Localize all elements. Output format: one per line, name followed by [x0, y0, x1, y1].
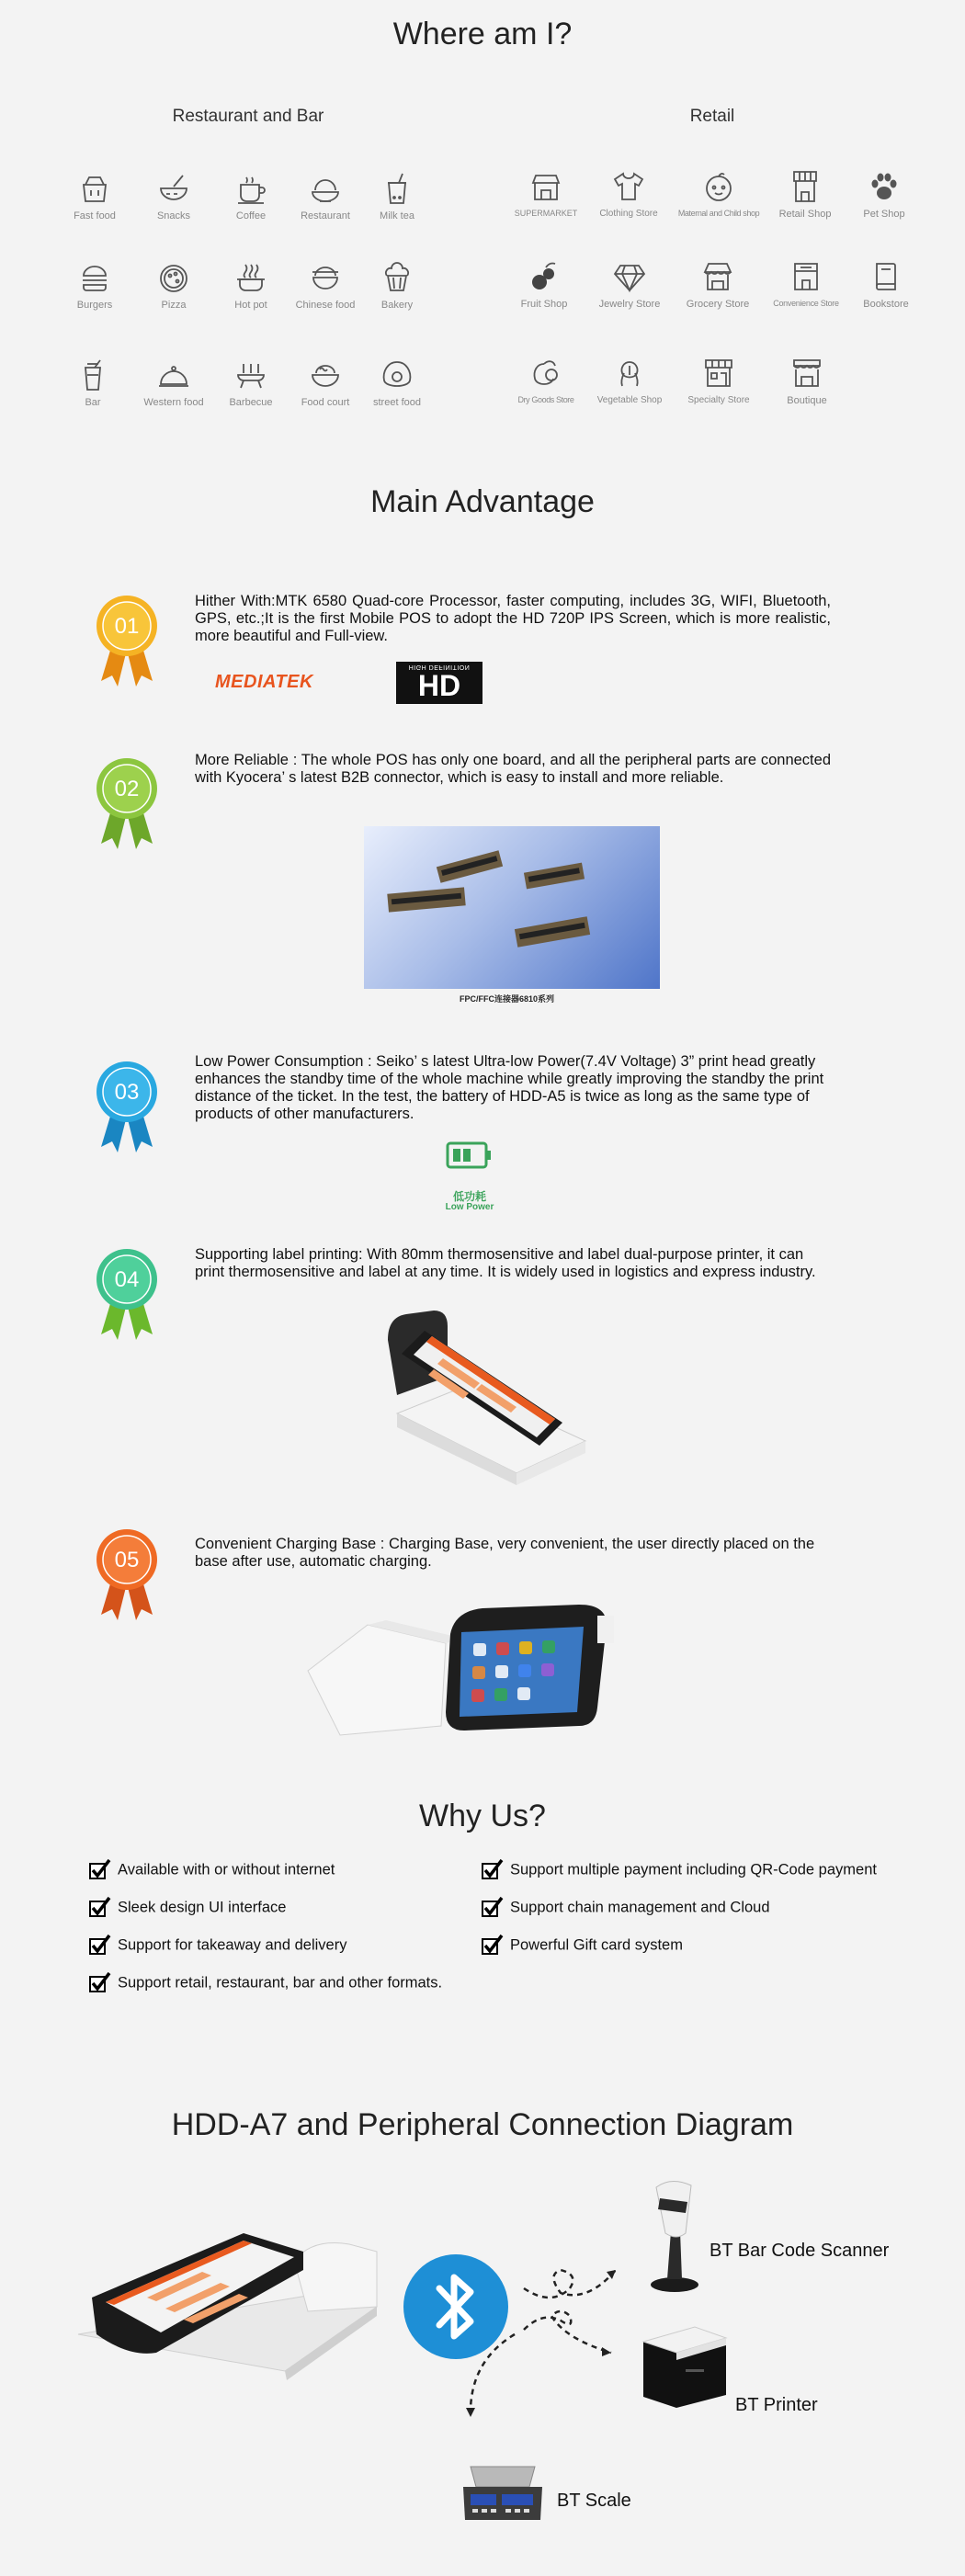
checkbox-checked-icon — [481, 1934, 505, 1958]
category-label: Fast food — [74, 210, 116, 221]
snacks-icon — [155, 170, 192, 207]
bakery-category — [356, 259, 438, 311]
category-label: Fruit Shop — [520, 299, 568, 310]
restaurant-group-title: Restaurant and Bar — [172, 107, 324, 126]
specialty-store-category — [677, 355, 760, 405]
category-label: Maternal and Child shop — [677, 209, 760, 218]
clothing-store-category — [587, 168, 670, 219]
medal-03-icon — [90, 1059, 164, 1160]
vegetable-shop-category — [588, 355, 671, 405]
hot-pot-category — [210, 259, 292, 311]
pizza-icon — [155, 259, 192, 296]
bar-drink-icon — [74, 357, 111, 393]
why-item-formats — [88, 1971, 442, 1995]
why-item-label: Support multiple payment including QR-Code payment — [510, 1861, 877, 1878]
why-item-label: Support for takeaway and delivery — [118, 1936, 347, 1954]
low-power-en: Low Power — [445, 1202, 494, 1212]
arrow-to-printer — [524, 2311, 611, 2353]
category-label: Barbecue — [229, 397, 273, 408]
why-item-giftcard — [481, 1934, 683, 1958]
medal-number: 01 — [114, 614, 140, 639]
why-item-payment — [481, 1858, 877, 1882]
low-power-cn: 低功耗 — [452, 1190, 486, 1203]
category-label: Clothing Store — [599, 209, 658, 219]
barbecue-category — [210, 357, 292, 408]
medal-01-icon — [90, 593, 164, 694]
why-item-label: Available with or without internet — [118, 1861, 335, 1878]
convenience-store-category — [765, 258, 847, 308]
category-label: Pizza — [161, 300, 187, 311]
medal-02-icon — [90, 755, 164, 857]
category-label: Vegetable Shop — [596, 395, 663, 405]
boutique-icon — [789, 355, 825, 392]
boutique-category — [766, 355, 848, 406]
pet-shop-category — [843, 168, 925, 220]
category-label: Restaurant — [301, 210, 350, 221]
advantage-02-text: More Reliable : The whole POS has only one board, and all the peripheral parts are connected with Kyocera’ s latest B2B connector, which is easy to install and more reliable. — [195, 752, 831, 786]
scanner-label: BT Bar Code Scanner — [710, 2241, 890, 2261]
milk-tea-icon — [379, 170, 415, 207]
specialty-store-icon — [700, 355, 737, 392]
why-item-label: Sleek design UI interface — [118, 1899, 287, 1916]
food-court-category — [284, 357, 367, 408]
advantage-03-text: Low Power Consumption : Seiko’ s latest Ultra-low Power(7.4V Voltage) 3” print head greatly enhances the standby time of the whole machine while greatly improving the standby the print distance of the ticket. In the test, the battery of HDD-A5 is twice as long as the same type of products of other manufacturers. — [195, 1053, 824, 1122]
arrow-to-scanner — [524, 2270, 616, 2298]
hd-logo-small-text: HIGH DEFINITION — [408, 664, 471, 670]
retail-shop-category — [764, 168, 846, 220]
why-item-takeaway — [88, 1934, 346, 1958]
checkbox-checked-icon — [481, 1858, 505, 1882]
bookstore-category — [845, 258, 927, 310]
category-label: Dry Goods Store — [517, 395, 574, 404]
connector-image — [364, 826, 660, 989]
book-icon — [868, 258, 904, 295]
where-title: Where am I? — [392, 17, 573, 51]
medal-number: 04 — [114, 1267, 140, 1292]
category-label: Grocery Store — [686, 299, 750, 310]
milk-tea-category — [356, 170, 438, 221]
supermarket-category — [505, 168, 587, 218]
advantage-title: Main Advantage — [370, 484, 595, 519]
bakery-icon — [379, 259, 415, 296]
checkbox-checked-icon — [88, 1896, 112, 1920]
pos-printer-image — [379, 1303, 599, 1487]
why-item-internet — [88, 1858, 335, 1882]
medal-number: 02 — [114, 777, 140, 801]
checkbox-checked-icon — [481, 1896, 505, 1920]
why-item-label: Support retail, restaurant, bar and other formats. — [118, 1974, 443, 1992]
category-label: Convenience Store — [773, 299, 839, 308]
category-label: SUPERMARKET — [514, 209, 578, 218]
bt-scale-image — [460, 2461, 546, 2529]
baby-icon — [700, 168, 737, 205]
checkbox-checked-icon — [88, 1971, 112, 1995]
street-food-category — [356, 357, 438, 408]
coffee-icon — [233, 170, 269, 207]
printer-label: BT Printer — [735, 2395, 818, 2415]
maternal-child-category — [677, 168, 760, 218]
category-label: Bookstore — [863, 299, 909, 310]
supermarket-icon — [528, 168, 564, 205]
medal-04-icon — [90, 1246, 164, 1347]
bt-printer-image — [640, 2314, 728, 2410]
battery-icon — [444, 1140, 495, 1171]
retail-shop-icon — [787, 168, 823, 205]
burgers-category — [53, 259, 136, 311]
coffee-category — [210, 170, 292, 221]
restaurant-icon — [307, 170, 344, 207]
category-label: street food — [373, 397, 421, 408]
mediatek-logo: MEDIATEK — [215, 672, 313, 692]
why-item-ui — [88, 1896, 286, 1920]
pos-terminal-image — [74, 2224, 386, 2380]
food-court-icon — [307, 357, 344, 393]
charging-base-image — [303, 1597, 616, 1742]
category-label: Bakery — [380, 300, 414, 311]
fruit-shop-category — [503, 258, 585, 310]
barbecue-icon — [233, 357, 269, 393]
category-label: Western food — [143, 397, 204, 408]
why-title: Why Us? — [419, 1799, 546, 1833]
category-label: Milk tea — [380, 210, 414, 221]
medal-number: 03 — [114, 1080, 140, 1105]
category-label: Boutique — [787, 395, 827, 406]
diagram-title: HDD-A7 and Peripheral Connection Diagram — [171, 2107, 794, 2142]
street-food-egg-icon — [379, 357, 415, 393]
dry-goods-store-category — [505, 355, 587, 404]
grocery-store-icon — [699, 258, 736, 295]
western-food-icon — [155, 357, 192, 393]
western-food-category — [132, 357, 215, 408]
grocery-store-category — [676, 258, 759, 310]
hd-logo — [396, 662, 482, 704]
jewelry-store-category — [588, 258, 671, 310]
shirt-icon — [610, 168, 647, 205]
scale-label: BT Scale — [557, 2491, 631, 2511]
paw-icon — [866, 168, 903, 205]
bar-code-scanner-image — [643, 2176, 710, 2296]
vegetable-icon — [611, 355, 648, 392]
dry-goods-icon — [528, 355, 564, 392]
category-label: Bar — [85, 397, 101, 408]
why-item-label: Powerful Gift card system — [510, 1936, 683, 1954]
advantage-05-text: Convenient Charging Base : Charging Base, very convenient, the user directly placed on the base after use, automatic charging. — [195, 1536, 815, 1570]
burger-icon — [76, 259, 113, 296]
advantage-01-text: Hither With:MTK 6580 Quad-core Processor, faster computing, includes 3G, WIFI, Bluetooth, GPS, etc.;It is the first Mobile POS to adopt the HD 720P IPS Screen, which is more realistic, more beautiful and Full-view. — [195, 593, 831, 644]
category-label: Jewelry Store — [598, 299, 661, 310]
diamond-icon — [611, 258, 648, 295]
fast-food-icon — [76, 170, 113, 207]
why-item-label: Support chain management and Cloud — [510, 1899, 770, 1916]
category-label: Retail Shop — [778, 209, 832, 220]
fast-food-category — [53, 170, 136, 221]
pizza-category — [132, 259, 215, 311]
medal-05-icon — [90, 1526, 164, 1628]
checkbox-checked-icon — [88, 1858, 112, 1882]
restaurant-category — [284, 170, 367, 221]
connector-illustration — [364, 826, 660, 989]
category-label: Food court — [301, 397, 350, 408]
category-label: Burgers — [76, 300, 113, 311]
checkbox-checked-icon — [88, 1934, 112, 1958]
advantage-04-text: Supporting label printing: With 80mm thermosensitive and label dual-purpose printer, it can print thermosensitive and label at any time. It is widely used in logistics and express industry. — [195, 1246, 816, 1280]
medal-number: 05 — [114, 1548, 140, 1572]
category-label: Coffee — [235, 210, 267, 221]
category-label: Hot pot — [234, 300, 267, 311]
fruit-icon — [526, 258, 562, 295]
snacks-category — [132, 170, 215, 221]
chinese-food-category — [284, 259, 367, 311]
why-item-chain — [481, 1896, 770, 1920]
category-label: Specialty Store — [687, 395, 750, 405]
category-label: Pet Shop — [863, 209, 905, 220]
bar-category — [51, 357, 134, 408]
convenience-store-icon — [788, 258, 824, 295]
connector-caption: FPC/FFC连接器6810系列 — [460, 994, 555, 1004]
category-label: Snacks — [156, 210, 191, 221]
chinese-food-icon — [307, 259, 344, 296]
hd-logo-text: HD — [417, 669, 461, 702]
retail-group-title: Retail — [689, 107, 735, 126]
arrow-to-scale — [471, 2334, 515, 2417]
hot-pot-icon — [233, 259, 269, 296]
category-label: Chinese food — [295, 300, 356, 311]
